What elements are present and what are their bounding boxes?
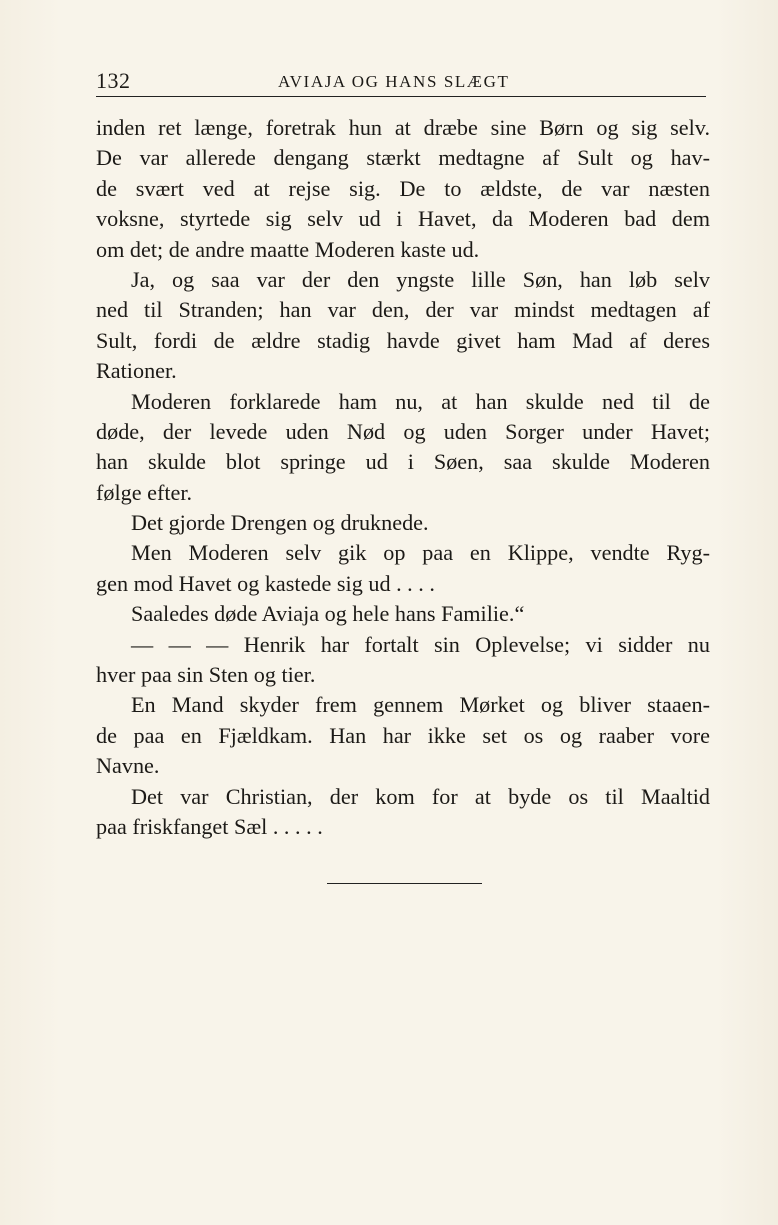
text-line: inden ret længe, foretrak hun at dræbe sine Børn og sig selv. <box>96 115 710 140</box>
text-line: Det var Christian, der kom for at byde os til Maaltid <box>131 783 710 809</box>
text-line: om det; de andre maatte Moderen kaste ud. <box>96 236 480 262</box>
text-line: følge efter. <box>96 479 193 505</box>
text-line: — — — Henrik har fortalt sin Oplevelse; vi sidder nu <box>131 631 710 657</box>
text-line: ned til Stranden; han var den, der var mindst medtagen af <box>96 297 710 323</box>
text-line: gen mod Havet og kastede sig ud . . . . <box>96 570 435 596</box>
text-line: Men Moderen selv gik op paa en Klippe, vendte Ryg- <box>131 540 710 566</box>
text-line: de paa en Fjældkam. Han har ikke set os og raaber vore <box>96 722 710 748</box>
text-line: Saaledes døde Aviaja og hele hans Familie.“ <box>131 601 525 627</box>
text-line: paa friskfanget Sæl . . . . . <box>96 813 323 839</box>
text-line: Ja, og saa var der den yngste lille Søn, han løb selv <box>131 266 710 292</box>
text-line: han skulde blot springe ud i Søen, saa skulde Moderen <box>96 449 710 475</box>
running-head: AVIAJA OG HANS SLÆGT <box>278 72 510 91</box>
text-line: De var allerede dengang stærkt medtagne af Sult og hav- <box>96 145 710 171</box>
text-line: de svært ved at rejse sig. De to ældste, de var næsten <box>96 175 710 201</box>
page-number: 132 <box>96 68 131 93</box>
text-line: døde, der levede uden Nød og uden Sorger under Havet; <box>96 418 710 444</box>
text-line: Navne. <box>96 753 160 779</box>
text-line: voksne, styrtede sig selv ud i Havet, da Moderen bad dem <box>96 206 710 232</box>
page-header <box>96 66 706 97</box>
text-line: Det gjorde Drengen og druknede. <box>131 510 429 536</box>
end-divider <box>327 883 482 884</box>
text-line: En Mand skyder frem gennem Mørket og bliver staaen- <box>131 692 710 718</box>
text-line: Rationer. <box>96 358 177 384</box>
text-line: Moderen forklarede ham nu, at han skulde ned til de <box>131 388 710 414</box>
body-text <box>96 113 710 842</box>
text-line: hver paa sin Sten og tier. <box>96 662 316 688</box>
text-line: Sult, fordi de ældre stadig havde givet ham Mad af deres <box>96 327 710 353</box>
